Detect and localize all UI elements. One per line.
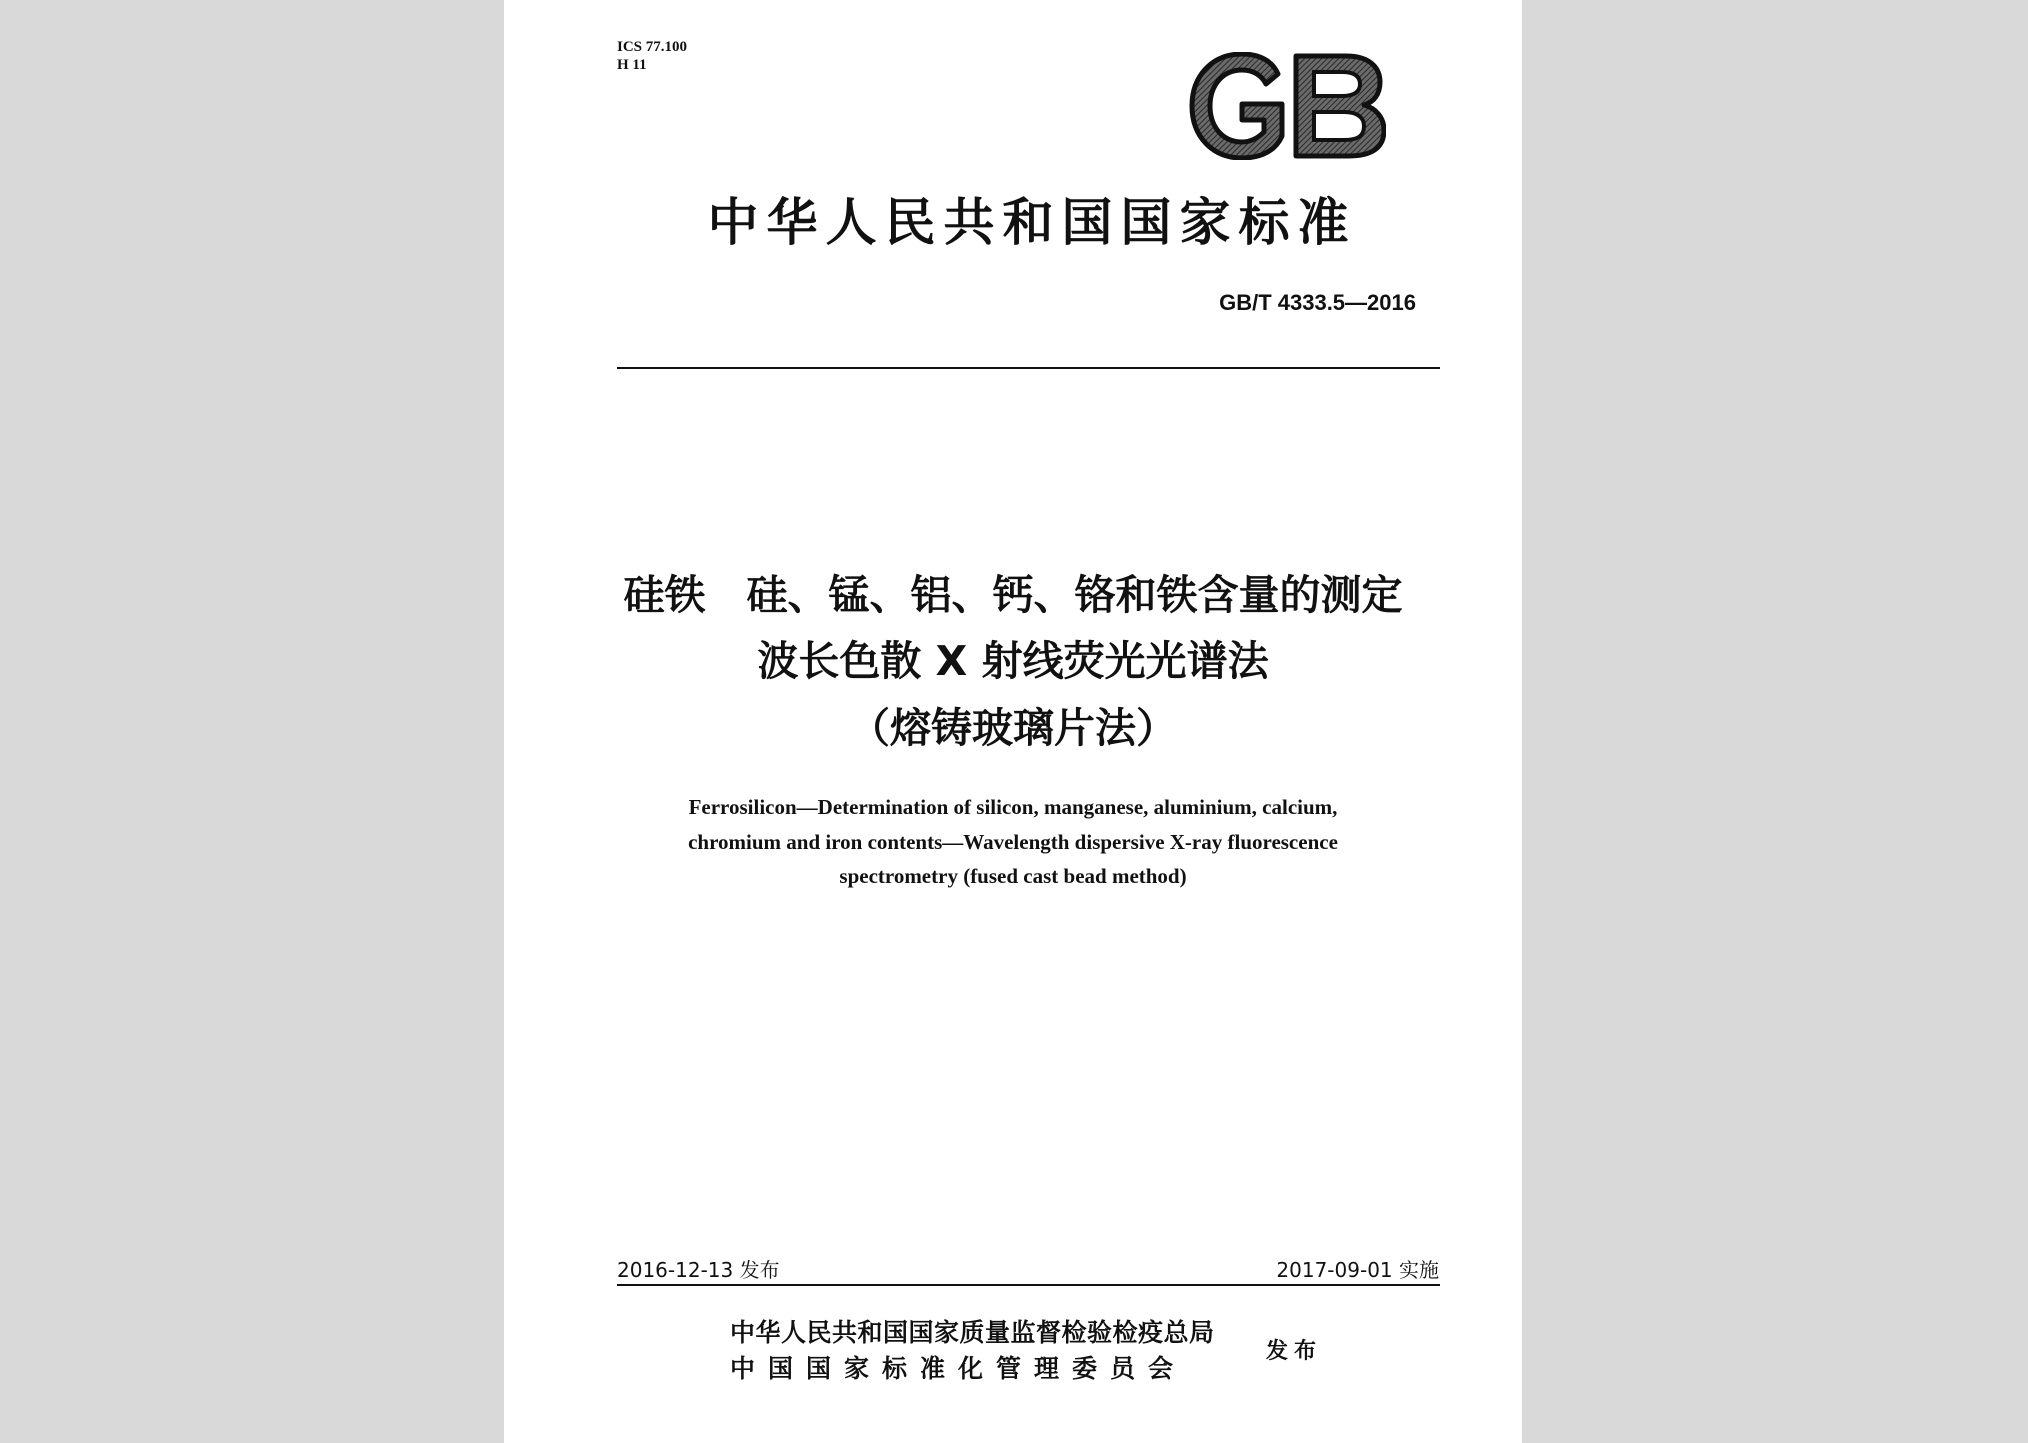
gb-logo-g-letter — [1192, 54, 1282, 158]
standard-number: GB/T 4333.5—2016 — [1219, 290, 1416, 315]
classification-codes — [617, 38, 687, 74]
chinese-title-line-1: 硅铁 硅、锰、铝、钙、铬和铁含量的测定 — [623, 571, 1403, 619]
gb-logo-b-letter — [1296, 56, 1384, 156]
document-page — [504, 0, 1522, 1443]
english-title-line-2: chromium and iron contents—Wavelength dispersive X-ray fluorescence — [688, 830, 1338, 854]
publish-date: 2016-12-13 发布 — [617, 1258, 780, 1282]
gb-logo — [1186, 52, 1386, 160]
header-divider — [617, 367, 1440, 369]
chinese-title-line-3: （熔铸玻璃片法） — [849, 704, 1177, 752]
issue-label: 发布 — [1266, 1338, 1323, 1364]
english-title-line-3: spectrometry (fused cast bead method) — [839, 864, 1187, 888]
ccs-code: H 11 — [617, 57, 647, 73]
national-standard-heading: 中华人民共和国国家标准 — [707, 193, 1357, 253]
issuer-sac: 中国国家标准化管理委员会 — [730, 1354, 1187, 1383]
footer-divider — [617, 1284, 1440, 1286]
issuer-aqsiq: 中华人民共和国国家质量监督检验检疫总局 — [730, 1318, 1215, 1347]
chinese-title-line-2: 波长色散 X 射线荧光光谱法 — [757, 637, 1269, 685]
implement-date: 2017-09-01 实施 — [1276, 1258, 1439, 1282]
english-title-line-1: Ferrosilicon—Determination of silicon, manganese, aluminium, calcium, — [688, 795, 1338, 819]
ics-code: ICS 77.100 — [617, 39, 688, 55]
